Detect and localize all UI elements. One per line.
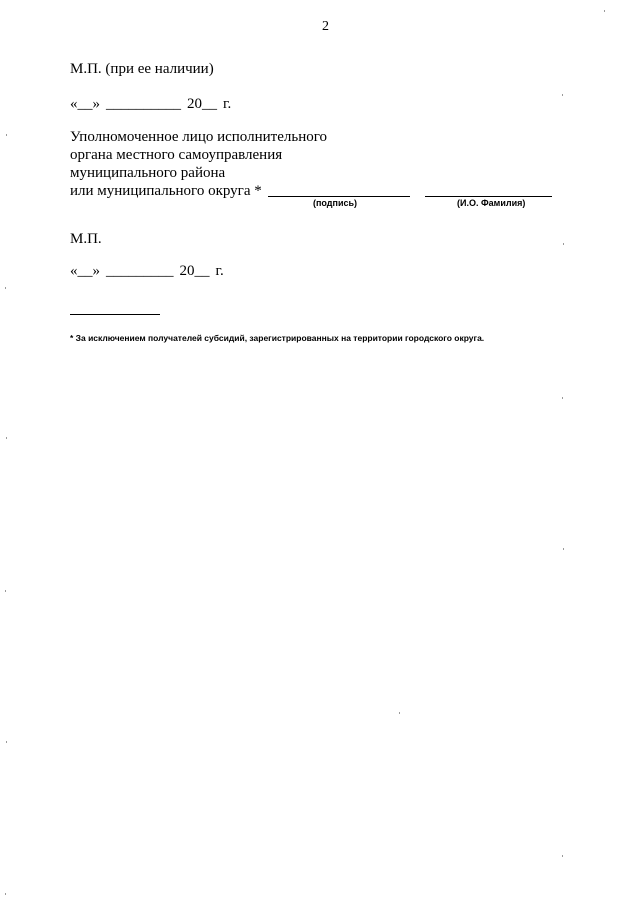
date-year: 20__ xyxy=(179,263,210,279)
official-title-line: или муниципального округа * xyxy=(70,183,262,199)
date-month-blank: _________ xyxy=(106,263,174,279)
date-year: 20__ xyxy=(187,96,217,112)
scan-speck xyxy=(604,10,605,12)
scan-speck xyxy=(5,287,6,289)
scan-speck xyxy=(562,855,563,857)
official-date-line xyxy=(70,262,224,280)
date-year-suffix: г. xyxy=(215,263,224,279)
scan-speck xyxy=(563,548,564,550)
date-day-blank: «__» xyxy=(70,263,100,279)
scan-speck xyxy=(6,741,7,743)
scan-speck xyxy=(399,712,400,714)
scan-speck xyxy=(563,243,564,245)
date-year-suffix: г. xyxy=(223,96,232,112)
scan-speck xyxy=(6,437,7,439)
scan-speck xyxy=(6,134,7,136)
name-caption: (И.О. Фамилия) xyxy=(457,198,526,208)
page-number: 2 xyxy=(322,19,329,34)
scan-speck xyxy=(5,590,6,592)
name-line xyxy=(425,196,552,197)
applicant-stamp-label: М.П. (при ее наличии) xyxy=(70,61,214,77)
official-stamp-label: М.П. xyxy=(70,231,102,247)
official-title-line: Уполномоченное лицо исполнительного xyxy=(70,129,327,145)
footnote-separator xyxy=(70,314,160,315)
scan-speck xyxy=(562,94,563,96)
applicant-date-line xyxy=(70,95,231,113)
official-title-line: муниципального района xyxy=(70,165,226,181)
official-title-line: органа местного самоуправления xyxy=(70,147,283,163)
scan-speck xyxy=(5,893,6,895)
date-day-blank: «__» xyxy=(70,96,100,112)
date-month-blank: __________ xyxy=(106,96,181,112)
scan-speck xyxy=(562,397,563,399)
footnote-text: * За исключением получателей субсидий, зарегистрированных на территории городского округа. xyxy=(70,333,485,343)
signature-caption: (подпись) xyxy=(313,198,358,208)
official-title xyxy=(70,128,327,200)
signature-line xyxy=(268,196,410,197)
